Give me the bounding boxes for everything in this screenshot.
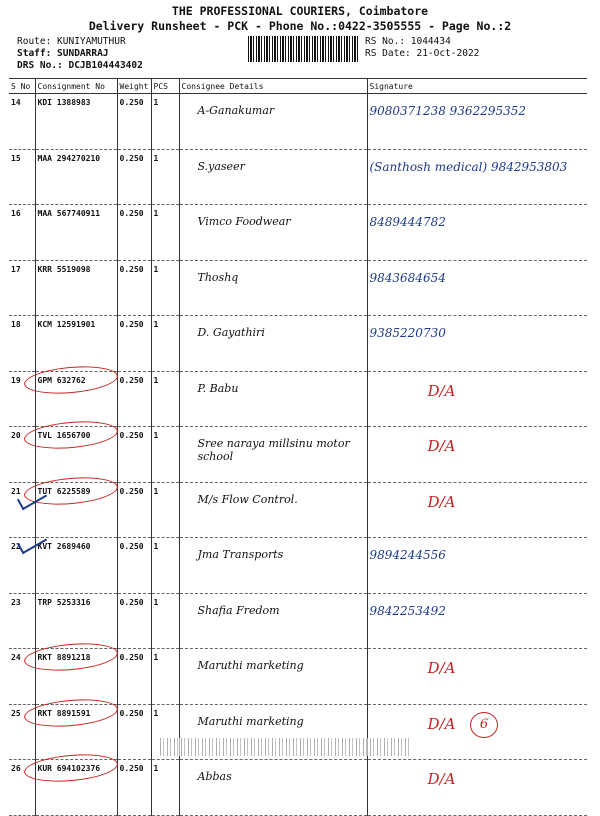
consignee-cell: S.yaseer	[179, 149, 367, 205]
sno-cell: 25	[9, 704, 35, 760]
consignment-cell	[35, 649, 117, 705]
consignment-number: KVT 2689460	[37, 542, 91, 551]
runsheet-subtitle: Delivery Runsheet - PCK - Phone No.:0422-3505555 - Page No.:2	[88, 19, 512, 33]
pcs-cell: 1	[151, 593, 179, 649]
weight-cell: 0.250	[117, 704, 151, 760]
consignment-number: KDI 1388983	[37, 98, 91, 107]
sno-cell: 14	[9, 94, 35, 150]
drs-number: DRS No.: DCJB104443402	[17, 60, 143, 71]
consignment-cell	[35, 149, 117, 205]
weight-cell: 0.250	[117, 593, 151, 649]
weight-cell: 0.250	[117, 371, 151, 427]
table-row	[9, 482, 587, 538]
consignee-cell: P. Babu	[179, 371, 367, 427]
consignee-cell: Vimco Foodwear	[179, 205, 367, 261]
col-consignee: Consignee Details	[179, 79, 367, 94]
weight-cell: 0.250	[117, 260, 151, 316]
weight-cell: 0.250	[117, 649, 151, 705]
col-weight: Weight	[117, 79, 151, 94]
consignment-number: KRR 5519098	[37, 264, 91, 274]
sno-cell: 16	[9, 205, 35, 261]
sno-cell: 24	[9, 649, 35, 705]
table-header-row	[9, 79, 587, 94]
weight-cell: 0.250	[117, 427, 151, 483]
pcs-cell: 1	[151, 260, 179, 316]
sno-cell: 23	[9, 593, 35, 649]
col-sno: S No	[9, 79, 35, 94]
sno-cell: 18	[9, 316, 35, 372]
pcs-cell: 1	[151, 371, 179, 427]
col-pcs: PCS	[151, 79, 179, 94]
signature-cell: 8489444782	[367, 205, 587, 261]
consignee-cell: A-Ganakumar	[179, 94, 367, 150]
signature-cell: 9385220730	[367, 316, 587, 372]
signature-cell: 9842253492	[367, 593, 587, 649]
runsheet-table	[9, 78, 587, 816]
consignment-number: KCM 12591901	[37, 320, 96, 329]
signature-cell: D/A	[367, 427, 587, 483]
signature-cell: D/A	[367, 482, 587, 538]
weight-cell: 0.250	[117, 149, 151, 205]
consignment-number: RKT 8891218	[37, 653, 91, 662]
signature-cell: D/A	[367, 760, 587, 816]
consignment-cell	[35, 538, 117, 594]
sno-cell: 15	[9, 149, 35, 205]
weight-cell: 0.250	[117, 538, 151, 594]
pcs-cell: 1	[151, 94, 179, 150]
pcs-cell: 1	[151, 427, 179, 483]
table-row	[9, 260, 587, 316]
consignment-cell	[35, 316, 117, 372]
pcs-cell: 1	[151, 538, 179, 594]
consignment-cell	[35, 593, 117, 649]
table-row	[9, 94, 587, 150]
sno-cell: 26	[9, 760, 35, 816]
sno-cell: 22	[9, 538, 35, 594]
sno-cell: 19	[9, 371, 35, 427]
consignment-number: TRP 5253316	[37, 597, 91, 607]
consignee-cell: Thoshq	[179, 260, 367, 316]
route-label: Route: KUNIYAMUTHUR	[17, 36, 126, 47]
footer-barcode-image	[160, 738, 410, 756]
consignment-cell	[35, 205, 117, 261]
pcs-cell: 1	[151, 149, 179, 205]
consignment-cell	[35, 427, 117, 483]
sno-cell: 20	[9, 427, 35, 483]
consignment-cell	[35, 704, 117, 760]
staff-label: Staff: SUNDARRAJ	[17, 48, 109, 59]
signature-cell: D/A	[367, 371, 587, 427]
table-row	[9, 371, 587, 427]
consignment-cell	[35, 760, 117, 816]
weight-cell: 0.250	[117, 760, 151, 816]
rs-date: RS Date: 21-Oct-2022	[365, 48, 480, 59]
table-row	[9, 205, 587, 261]
rs-number: RS No.: 1044434	[365, 36, 451, 47]
page-mark: 6	[470, 712, 498, 738]
weight-cell: 0.250	[117, 316, 151, 372]
consignee-cell: Jma Transports	[179, 538, 367, 594]
consignment-number: RKT 8891591	[37, 708, 91, 718]
runsheet-header	[0, 4, 600, 34]
pcs-cell: 1	[151, 704, 179, 760]
consignment-number: MAA 294270210	[37, 153, 101, 163]
table-row	[9, 316, 587, 372]
consignment-number: KUR 694102376	[37, 764, 101, 773]
signature-cell: D/A	[367, 704, 587, 760]
consignee-cell: Abbas	[179, 760, 367, 816]
table-row	[9, 593, 587, 649]
consignee-cell: Shafia Fredom	[179, 593, 367, 649]
sno-cell: 17	[9, 260, 35, 316]
pcs-cell: 1	[151, 316, 179, 372]
consignment-number: TUT 6225589	[37, 486, 91, 496]
table-row	[9, 760, 587, 816]
weight-cell: 0.250	[117, 94, 151, 150]
pcs-cell: 1	[151, 205, 179, 261]
signature-cell: 9843684654	[367, 260, 587, 316]
table-row	[9, 649, 587, 705]
signature-cell: (Santhosh medical) 9842953803	[367, 149, 587, 205]
pcs-cell: 1	[151, 760, 179, 816]
weight-cell: 0.250	[117, 205, 151, 261]
table-row	[9, 427, 587, 483]
sno-cell: 21	[9, 482, 35, 538]
route-info	[17, 36, 143, 72]
col-consignment: Consignment No	[35, 79, 117, 94]
consignment-cell	[35, 94, 117, 150]
pcs-cell: 1	[151, 482, 179, 538]
consignment-number: GPM 632762	[37, 375, 86, 385]
consignment-cell	[35, 371, 117, 427]
signature-cell: 9080371238 9362295352	[367, 94, 587, 150]
consignee-cell: M/s Flow Control.	[179, 482, 367, 538]
signature-cell: 9894244556	[367, 538, 587, 594]
consignment-number: TVL 1656700	[37, 431, 91, 440]
consignee-cell: Maruthi marketing	[179, 704, 367, 760]
barcode-image	[248, 36, 358, 62]
consignee-cell: Maruthi marketing	[179, 649, 367, 705]
consignment-cell	[35, 260, 117, 316]
consignee-cell: D. Gayathiri	[179, 316, 367, 372]
table-row	[9, 538, 587, 594]
consignee-cell: Sree naraya millsinu motor school	[179, 427, 367, 483]
col-signature: Signature	[367, 79, 587, 94]
consignment-number: MAA 567740911	[37, 209, 101, 218]
weight-cell: 0.250	[117, 482, 151, 538]
consignment-cell	[35, 482, 117, 538]
pcs-cell: 1	[151, 649, 179, 705]
table-row	[9, 149, 587, 205]
company-title: THE PROFESSIONAL COURIERS, Coimbatore	[171, 4, 429, 18]
rs-info	[365, 36, 479, 60]
signature-cell: D/A	[367, 649, 587, 705]
